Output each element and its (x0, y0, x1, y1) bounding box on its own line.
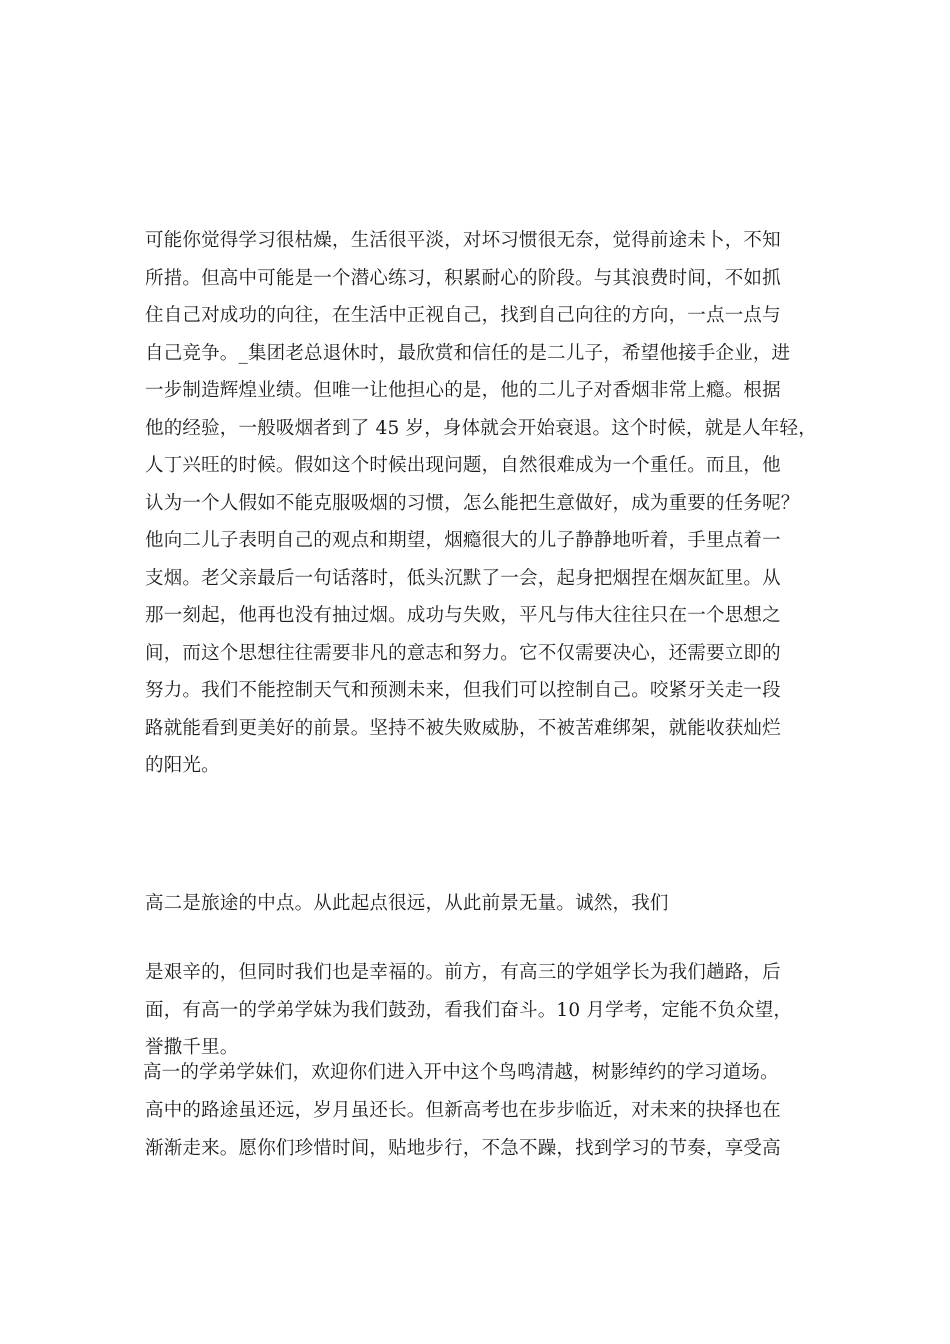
paragraph-3 (145, 954, 810, 1067)
text-line: 努力。我们不能控制天气和预测未来，但我们可以控制自己。咬紧牙关走一段 (145, 680, 781, 701)
text-line: 间，而这个思想往往需要非凡的意志和努力。它不仅需要决心，还需要立即的 (145, 642, 781, 664)
text-line: 他向二儿子表明自己的观点和期望，烟瘾很大的儿子静静地听着，手里点着一 (145, 530, 781, 551)
text-line: 一步制造辉煌业绩。但唯一让他担心的是，他的二儿子对香烟非常上瘾。根据 (145, 380, 781, 401)
text-line: 所措。但高中可能是一个潜心练习，积累耐心的阶段。与其浪费时间，不如抓 (145, 267, 781, 289)
text-line: 那一刻起，他再也没有抽过烟。成功与失败，平凡与伟大往往只在一个思想之 (145, 605, 781, 626)
paragraph-4 (145, 1054, 810, 1168)
text-line: 可能你觉得学习很枯燥，生活很平淡，对坏习惯很无奈，觉得前途未卜，不知 (145, 230, 781, 251)
text-line: 高二是旅途的中点。从此起点很远，从此前景无量。诚然，我们 (145, 893, 669, 914)
text-line: 高一的学弟学妹们，欢迎你们进入开中这个鸟鸣清越，树影绰约的学习道场。 (143, 1062, 779, 1083)
text-line: 誉撒千里。 (145, 1037, 239, 1058)
paragraph-2 (145, 885, 810, 923)
text-line: 人丁兴旺的时候。假如这个时候出现问题，自然很难成为一个重任。而且，他 (145, 455, 781, 476)
text-line: 自己竞争。_集团老总退休时，最欣赏和信任的是二儿子，希望他接手企业，进 (145, 342, 791, 364)
paragraph-1 (145, 222, 817, 785)
text-line: 认为一个人假如不能克服吸烟的习惯，怎么能把生意做好，成为重要的任务呢？ (145, 492, 800, 514)
text-line: 高中的路途虽还远，岁月虽还长。但新高考也在步步临近，对未来的抉择也在 (145, 1100, 781, 1121)
text-line: 路就能看到更美好的前景。坚持不被失败威胁，不被苦难绑架，就能收获灿烂 (145, 717, 781, 739)
text-line: 支烟。老父亲最后一句话落时，低头沉默了一会，起身把烟捏在烟灰缸里。从 (145, 567, 781, 589)
text-line: 住自己对成功的向往，在生活中正视自己，找到自己向往的方向，一点一点与 (145, 305, 781, 326)
text-line: 是艰辛的，但同时我们也是幸福的。前方，有高三的学姐学长为我们趟路，后 (145, 962, 781, 983)
text-line: 面，有高一的学弟学妹为我们鼓劲，看我们奋斗。10 月学考，定能不负众望， (145, 999, 793, 1021)
text-line: 他的经验，一般吸烟者到了 45 岁，身体就会开始衰退。这个时候，就是人年轻， (145, 417, 817, 439)
text-line: 渐渐走来。愿你们珍惜时间，贴地步行，不急不躁，找到学习的节奏，享受高 (145, 1138, 781, 1159)
text-line: 的阳光。 (145, 755, 220, 776)
